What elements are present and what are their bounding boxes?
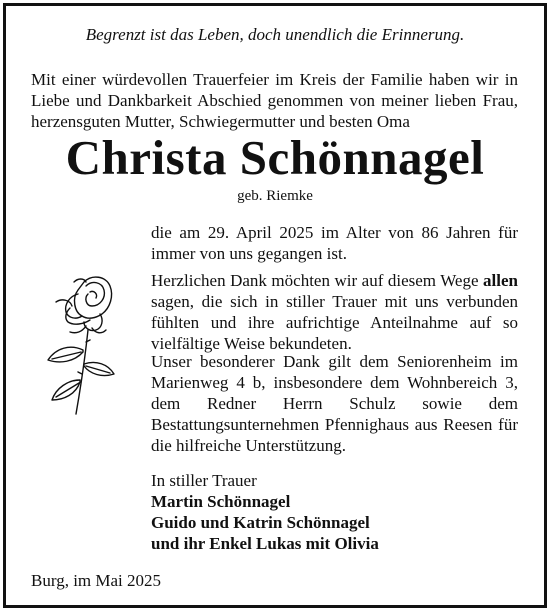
thanks-text-start: Herzlichen Dank möchten wir auf diesem Wege [151,271,484,290]
thanks-text-end: sagen, die sich in stiller Trauer mit uns verbunden fühlten und ihre aufrichtige Anteilnahme auf so vielfältige Weise bekundeten. [151,292,518,353]
mourner-name: Guido und Katrin Schönnagel [151,513,370,532]
motto: Begrenzt ist das Leben, doch unendlich die Erinnerung. [85,25,465,44]
mourning-lead: In stiller Trauer [151,471,257,490]
special-thanks: Unser besonderer Dank gilt dem Seniorenheim im Marienweg 4 b, insbesondere dem Wohnbereich 3, dem Redner Herrn Schulz sowie dem Bestattungsunternehmen Pfennighaus aus Reesen für die hilfreiche Unterstützung. [151,352,518,455]
mourner-name: und ihr Enkel Lukas mit Olivia [151,534,379,553]
thanks-paragraph [151,270,518,354]
intro-text: Mit einer würdevollen Trauerfeier im Kreis der Familie haben wir in Liebe und Dankbarkeit Abschied genommen von meiner lieben Frau, herzensguten Mutter, Schwiegermutter und besten Oma [31,70,518,131]
mourners-block [151,470,379,554]
death-notice: die am 29. April 2025 im Alter von 86 Jahren für immer von uns gegangen ist. [151,223,518,263]
mourner-name: Martin Schönnagel [151,492,291,511]
thanks-text-emphasis: allen [483,271,518,290]
place-date: Burg, im Mai 2025 [31,571,162,590]
birth-name: geb. Riemke [237,188,313,204]
obituary-notice [3,3,547,608]
rose-icon [26,268,122,416]
deceased-name: Christa Schönnagel [65,130,485,185]
